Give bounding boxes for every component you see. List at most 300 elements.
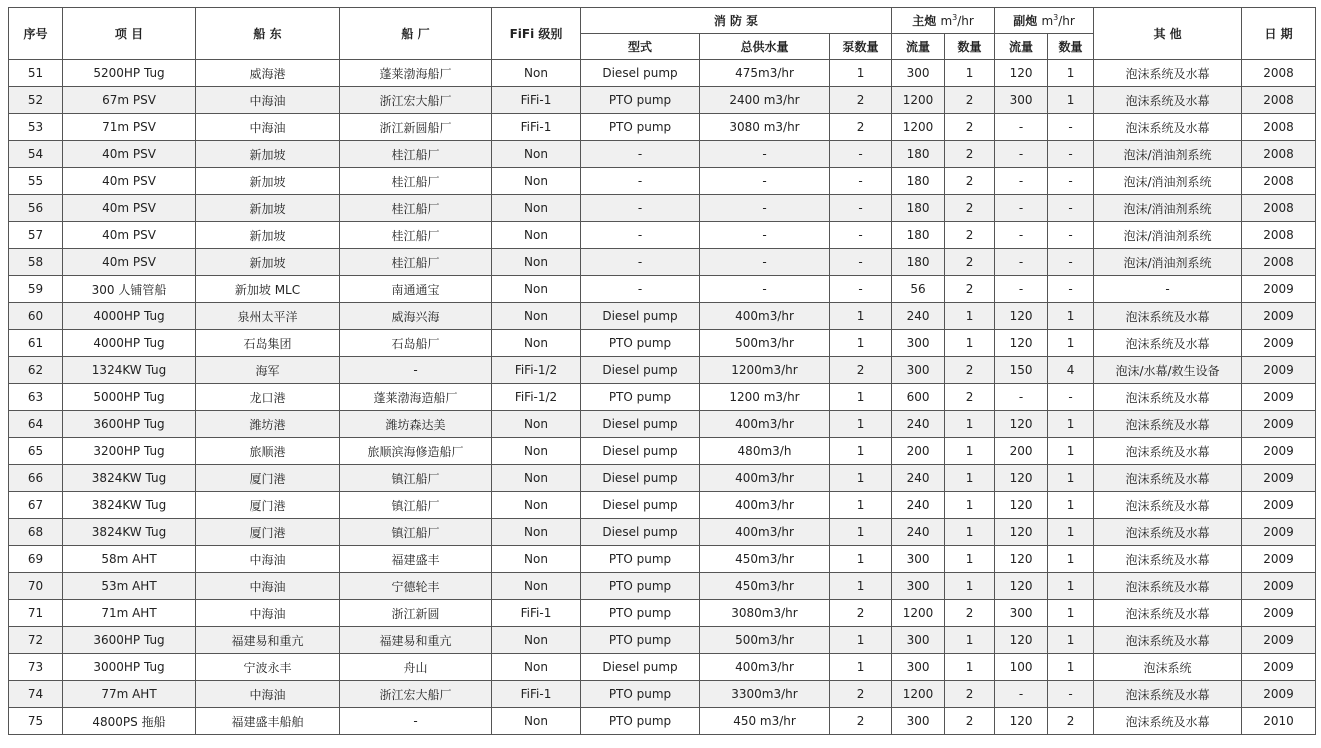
table-cell: 泡沫系统及水幕: [1094, 330, 1242, 357]
table-cell: 180: [892, 249, 945, 276]
table-row: [9, 708, 1316, 735]
table-cell: 2: [945, 222, 995, 249]
table-cell: -: [1048, 114, 1094, 141]
header-other: 其 他: [1094, 8, 1242, 60]
table-cell: -: [995, 384, 1048, 411]
table-cell: PTO pump: [581, 708, 700, 735]
table-cell: 1: [830, 438, 892, 465]
table-cell: 150: [995, 357, 1048, 384]
table-cell: Non: [492, 249, 581, 276]
table-cell: 120: [995, 465, 1048, 492]
table-cell: Non: [492, 60, 581, 87]
table-cell: PTO pump: [581, 627, 700, 654]
table-cell: 180: [892, 141, 945, 168]
table-cell: 1324KW Tug: [63, 357, 196, 384]
table-cell: 3824KW Tug: [63, 519, 196, 546]
table-row: [9, 465, 1316, 492]
table-cell: PTO pump: [581, 573, 700, 600]
table-cell: -: [340, 357, 492, 384]
table-cell: 1: [945, 303, 995, 330]
table-cell: 中海油: [196, 114, 340, 141]
table-cell: -: [995, 276, 1048, 303]
table-cell: 2009: [1242, 573, 1316, 600]
table-cell: 福建易和重亢: [196, 627, 340, 654]
table-cell: 泡沫/消油剂系统: [1094, 141, 1242, 168]
table-cell: 威海兴海: [340, 303, 492, 330]
table-cell: 2: [945, 600, 995, 627]
table-cell: Non: [492, 276, 581, 303]
table-cell: 1: [1048, 411, 1094, 438]
table-cell: 300: [995, 87, 1048, 114]
table-row: [9, 195, 1316, 222]
table-cell: 120: [995, 708, 1048, 735]
table-cell: 59: [9, 276, 63, 303]
table-cell: Diesel pump: [581, 60, 700, 87]
table-cell: -: [340, 708, 492, 735]
table-cell: 泡沫系统: [1094, 654, 1242, 681]
table-cell: 400m3/hr: [700, 411, 830, 438]
table-cell: -: [1048, 384, 1094, 411]
table-cell: 300: [892, 654, 945, 681]
table-cell: FiFi-1: [492, 114, 581, 141]
header-main-count: 数量: [945, 34, 995, 60]
table-cell: PTO pump: [581, 600, 700, 627]
table-cell: 71m AHT: [63, 600, 196, 627]
table-cell: -: [581, 168, 700, 195]
table-cell: -: [700, 222, 830, 249]
header-owner: 船 东: [196, 8, 340, 60]
table-cell: 75: [9, 708, 63, 735]
table-cell: 2: [945, 195, 995, 222]
table-cell: PTO pump: [581, 87, 700, 114]
table-cell: -: [700, 249, 830, 276]
table-cell: 中海油: [196, 600, 340, 627]
table-cell: 泡沫系统及水幕: [1094, 384, 1242, 411]
table-cell: 1200 m3/hr: [700, 384, 830, 411]
table-cell: 泡沫系统及水幕: [1094, 681, 1242, 708]
table-cell: 泡沫系统及水幕: [1094, 627, 1242, 654]
table-cell: 3824KW Tug: [63, 492, 196, 519]
table-cell: 1200: [892, 114, 945, 141]
table-cell: 200: [892, 438, 945, 465]
table-cell: 3824KW Tug: [63, 465, 196, 492]
table-cell: 1: [1048, 600, 1094, 627]
table-cell: 1: [1048, 438, 1094, 465]
table-cell: 1200: [892, 600, 945, 627]
table-cell: 泡沫/消油剂系统: [1094, 249, 1242, 276]
table-row: [9, 438, 1316, 465]
table-cell: 300: [892, 708, 945, 735]
table-cell: 1: [1048, 654, 1094, 681]
table-cell: 200: [995, 438, 1048, 465]
table-cell: -: [1048, 195, 1094, 222]
table-cell: 泡沫系统及水幕: [1094, 465, 1242, 492]
table-cell: -: [830, 168, 892, 195]
table-cell: 100: [995, 654, 1048, 681]
table-cell: 54: [9, 141, 63, 168]
table-cell: 威海港: [196, 60, 340, 87]
table-cell: 1: [1048, 546, 1094, 573]
table-cell: 51: [9, 60, 63, 87]
table-cell: 60: [9, 303, 63, 330]
table-cell: 74: [9, 681, 63, 708]
table-cell: 64: [9, 411, 63, 438]
table-cell: 475m3/hr: [700, 60, 830, 87]
table-cell: 1: [830, 384, 892, 411]
table-cell: 55: [9, 168, 63, 195]
table-row: [9, 384, 1316, 411]
table-cell: Non: [492, 438, 581, 465]
table-row: [9, 519, 1316, 546]
table-cell: 5000HP Tug: [63, 384, 196, 411]
table-cell: PTO pump: [581, 546, 700, 573]
table-cell: -: [995, 114, 1048, 141]
table-cell: 泡沫/水幕/救生设备: [1094, 357, 1242, 384]
table-cell: 海军: [196, 357, 340, 384]
table-cell: 福建易和重亢: [340, 627, 492, 654]
table-cell: -: [830, 195, 892, 222]
table-cell: 中海油: [196, 573, 340, 600]
table-row: [9, 276, 1316, 303]
table-cell: 450 m3/hr: [700, 708, 830, 735]
table-cell: 镇江船厂: [340, 465, 492, 492]
table-cell: 65: [9, 438, 63, 465]
table-row: [9, 546, 1316, 573]
header-aux-count: 数量: [1048, 34, 1094, 60]
table-cell: -: [700, 141, 830, 168]
table-cell: 泡沫/消油剂系统: [1094, 168, 1242, 195]
table-cell: 1: [1048, 60, 1094, 87]
table-cell: 2009: [1242, 384, 1316, 411]
table-row: [9, 114, 1316, 141]
table-row: [9, 573, 1316, 600]
table-cell: Diesel pump: [581, 492, 700, 519]
table-cell: -: [995, 681, 1048, 708]
table-cell: 58: [9, 249, 63, 276]
table-cell: 2: [945, 141, 995, 168]
table-cell: 福建盛丰: [340, 546, 492, 573]
table-cell: FiFi-1: [492, 87, 581, 114]
table-cell: 2009: [1242, 600, 1316, 627]
table-cell: 2: [945, 681, 995, 708]
table-cell: -: [1048, 249, 1094, 276]
table-cell: 蓬莱渤海造船厂: [340, 384, 492, 411]
table-cell: 石岛集团: [196, 330, 340, 357]
table-cell: 2008: [1242, 168, 1316, 195]
table-cell: Non: [492, 168, 581, 195]
table-cell: 泡沫系统及水幕: [1094, 114, 1242, 141]
table-row: [9, 654, 1316, 681]
table-row: [9, 627, 1316, 654]
table-body: [9, 60, 1316, 735]
table-cell: 480m3/h: [700, 438, 830, 465]
table-cell: Non: [492, 411, 581, 438]
table-cell: 450m3/hr: [700, 573, 830, 600]
table-cell: 2009: [1242, 465, 1316, 492]
table-cell: 57: [9, 222, 63, 249]
table-cell: -: [995, 195, 1048, 222]
header-aux-gun-group: [995, 8, 1094, 34]
fire-pump-table: [8, 7, 1316, 735]
table-cell: Diesel pump: [581, 465, 700, 492]
table-cell: -: [581, 141, 700, 168]
table-cell: 1: [945, 60, 995, 87]
table-cell: 1: [945, 546, 995, 573]
table-cell: 4800PS 拖船: [63, 708, 196, 735]
table-cell: 2009: [1242, 654, 1316, 681]
table-cell: Diesel pump: [581, 303, 700, 330]
table-cell: 宁波永丰: [196, 654, 340, 681]
table-cell: 68: [9, 519, 63, 546]
table-cell: 1: [1048, 627, 1094, 654]
table-cell: 56: [892, 276, 945, 303]
table-cell: 镇江船厂: [340, 519, 492, 546]
table-cell: 120: [995, 546, 1048, 573]
header-fire-pump-group: 消 防 泵: [581, 8, 892, 34]
table-row: [9, 357, 1316, 384]
table-cell: 厦门港: [196, 492, 340, 519]
table-cell: Non: [492, 303, 581, 330]
table-cell: 40m PSV: [63, 195, 196, 222]
table-cell: 龙口港: [196, 384, 340, 411]
table-cell: 69: [9, 546, 63, 573]
table-cell: 2: [945, 114, 995, 141]
table-cell: 300: [892, 60, 945, 87]
table-cell: 1: [830, 330, 892, 357]
table-cell: 120: [995, 303, 1048, 330]
table-cell: 潍坊港: [196, 411, 340, 438]
table-cell: 1: [830, 573, 892, 600]
table-cell: 120: [995, 627, 1048, 654]
table-cell: 500m3/hr: [700, 330, 830, 357]
table-cell: 3000HP Tug: [63, 654, 196, 681]
table-cell: 浙江新圆船厂: [340, 114, 492, 141]
table-cell: 1: [830, 546, 892, 573]
table-cell: -: [700, 168, 830, 195]
table-row: [9, 600, 1316, 627]
header-main-gun-group: [892, 8, 995, 34]
table-cell: 56: [9, 195, 63, 222]
header-seq: 序号: [9, 8, 63, 60]
table-cell: 2: [830, 87, 892, 114]
header-aux-flow: 流量: [995, 34, 1048, 60]
table-cell: -: [830, 222, 892, 249]
table-cell: Diesel pump: [581, 438, 700, 465]
table-cell: FiFi-1/2: [492, 384, 581, 411]
table-cell: 桂江船厂: [340, 168, 492, 195]
table-cell: 3200HP Tug: [63, 438, 196, 465]
table-cell: 泡沫系统及水幕: [1094, 438, 1242, 465]
table-cell: Non: [492, 492, 581, 519]
table-cell: 桂江船厂: [340, 141, 492, 168]
table-cell: 300: [995, 600, 1048, 627]
table-cell: PTO pump: [581, 330, 700, 357]
table-cell: 2008: [1242, 195, 1316, 222]
table-cell: 3080 m3/hr: [700, 114, 830, 141]
table-cell: 1: [830, 492, 892, 519]
table-cell: 300: [892, 546, 945, 573]
table-cell: 2: [945, 249, 995, 276]
header-pump-type: 型式: [581, 34, 700, 60]
table-cell: 泡沫系统及水幕: [1094, 600, 1242, 627]
table-cell: 1: [830, 303, 892, 330]
table-cell: 400m3/hr: [700, 654, 830, 681]
table-cell: -: [581, 249, 700, 276]
table-cell: 新加坡: [196, 249, 340, 276]
table-cell: 600: [892, 384, 945, 411]
main-gun-label: 主炮: [912, 14, 937, 28]
table-row: [9, 681, 1316, 708]
table-cell: 53: [9, 114, 63, 141]
table-cell: 4000HP Tug: [63, 330, 196, 357]
table-cell: 1: [945, 492, 995, 519]
table-cell: 40m PSV: [63, 141, 196, 168]
header-project: 项 目: [63, 8, 196, 60]
table-cell: -: [995, 249, 1048, 276]
table-cell: -: [1048, 168, 1094, 195]
table-cell: Non: [492, 654, 581, 681]
table-cell: 2008: [1242, 114, 1316, 141]
table-cell: 240: [892, 519, 945, 546]
table-cell: 2008: [1242, 141, 1316, 168]
table-cell: Diesel pump: [581, 654, 700, 681]
table-cell: 1200m3/hr: [700, 357, 830, 384]
table-cell: Non: [492, 330, 581, 357]
table-row: [9, 222, 1316, 249]
table-cell: 1: [945, 411, 995, 438]
table-cell: -: [830, 141, 892, 168]
table-cell: PTO pump: [581, 681, 700, 708]
table-cell: 中海油: [196, 546, 340, 573]
table-cell: 300: [892, 573, 945, 600]
table-cell: 58m AHT: [63, 546, 196, 573]
table-cell: -: [1048, 141, 1094, 168]
table-cell: 400m3/hr: [700, 492, 830, 519]
table-cell: -: [1048, 681, 1094, 708]
table-cell: 宁德轮丰: [340, 573, 492, 600]
table-cell: 180: [892, 222, 945, 249]
header-pump-total: 总供水量: [700, 34, 830, 60]
table-cell: 泡沫/消油剂系统: [1094, 195, 1242, 222]
table-cell: 泡沫/消油剂系统: [1094, 222, 1242, 249]
table-cell: 70: [9, 573, 63, 600]
table-cell: 1: [1048, 303, 1094, 330]
table-cell: 1: [830, 654, 892, 681]
table-cell: -: [581, 222, 700, 249]
table-cell: 泡沫系统及水幕: [1094, 87, 1242, 114]
table-cell: 73: [9, 654, 63, 681]
table-cell: 300 人铺管船: [63, 276, 196, 303]
table-cell: 52: [9, 87, 63, 114]
table-cell: 泡沫系统及水幕: [1094, 492, 1242, 519]
table-cell: 2009: [1242, 330, 1316, 357]
table-cell: 120: [995, 573, 1048, 600]
table-cell: 2: [945, 384, 995, 411]
table-cell: 1: [830, 519, 892, 546]
table-cell: 1: [945, 465, 995, 492]
table-cell: 120: [995, 519, 1048, 546]
table-row: [9, 168, 1316, 195]
table-cell: 2: [1048, 708, 1094, 735]
table-cell: 1: [945, 330, 995, 357]
table-cell: 中海油: [196, 87, 340, 114]
table-cell: 1: [830, 465, 892, 492]
table-cell: 2009: [1242, 438, 1316, 465]
table-cell: 4: [1048, 357, 1094, 384]
table-row: [9, 330, 1316, 357]
table-cell: 1: [830, 411, 892, 438]
table-cell: FiFi-1: [492, 681, 581, 708]
table-cell: 2009: [1242, 411, 1316, 438]
table-cell: -: [1048, 276, 1094, 303]
table-cell: 1: [945, 627, 995, 654]
header-main-flow: 流量: [892, 34, 945, 60]
table-cell: 石岛船厂: [340, 330, 492, 357]
table-cell: 2: [830, 357, 892, 384]
table-cell: 300: [892, 627, 945, 654]
table-cell: 300: [892, 357, 945, 384]
table-cell: Diesel pump: [581, 411, 700, 438]
table-cell: -: [995, 168, 1048, 195]
table-cell: 2: [830, 681, 892, 708]
table-row: [9, 492, 1316, 519]
table-cell: 2008: [1242, 249, 1316, 276]
table-cell: 2008: [1242, 222, 1316, 249]
table-cell: 2009: [1242, 303, 1316, 330]
table-cell: 500m3/hr: [700, 627, 830, 654]
table-cell: -: [700, 276, 830, 303]
table-cell: 1: [945, 573, 995, 600]
header-date: 日 期: [1242, 8, 1316, 60]
table-cell: 40m PSV: [63, 168, 196, 195]
table-cell: 2009: [1242, 519, 1316, 546]
table-cell: 泡沫系统及水幕: [1094, 303, 1242, 330]
table-cell: 1: [1048, 573, 1094, 600]
table-cell: 2009: [1242, 492, 1316, 519]
table-cell: 2009: [1242, 627, 1316, 654]
table-cell: 2: [945, 168, 995, 195]
table-row: [9, 249, 1316, 276]
table-row: [9, 141, 1316, 168]
table-cell: 福建盛丰船舶: [196, 708, 340, 735]
table-cell: 浙江新圆: [340, 600, 492, 627]
table-cell: 240: [892, 492, 945, 519]
table-cell: 1: [945, 654, 995, 681]
table-cell: PTO pump: [581, 384, 700, 411]
table-cell: 67: [9, 492, 63, 519]
table-cell: 72: [9, 627, 63, 654]
table-cell: 120: [995, 60, 1048, 87]
table-cell: 泡沫系统及水幕: [1094, 411, 1242, 438]
table-cell: 120: [995, 492, 1048, 519]
table-cell: 240: [892, 465, 945, 492]
table-cell: 66: [9, 465, 63, 492]
table-cell: 2: [945, 357, 995, 384]
table-cell: 120: [995, 330, 1048, 357]
table-cell: 240: [892, 411, 945, 438]
table-cell: 浙江宏大船厂: [340, 87, 492, 114]
table-cell: PTO pump: [581, 114, 700, 141]
table-row: [9, 60, 1316, 87]
table-cell: 2400 m3/hr: [700, 87, 830, 114]
table-cell: 77m AHT: [63, 681, 196, 708]
table-cell: Non: [492, 546, 581, 573]
table-cell: 舟山: [340, 654, 492, 681]
table-cell: 厦门港: [196, 519, 340, 546]
table-cell: 镇江船厂: [340, 492, 492, 519]
table-cell: -: [995, 141, 1048, 168]
table-cell: 2009: [1242, 357, 1316, 384]
